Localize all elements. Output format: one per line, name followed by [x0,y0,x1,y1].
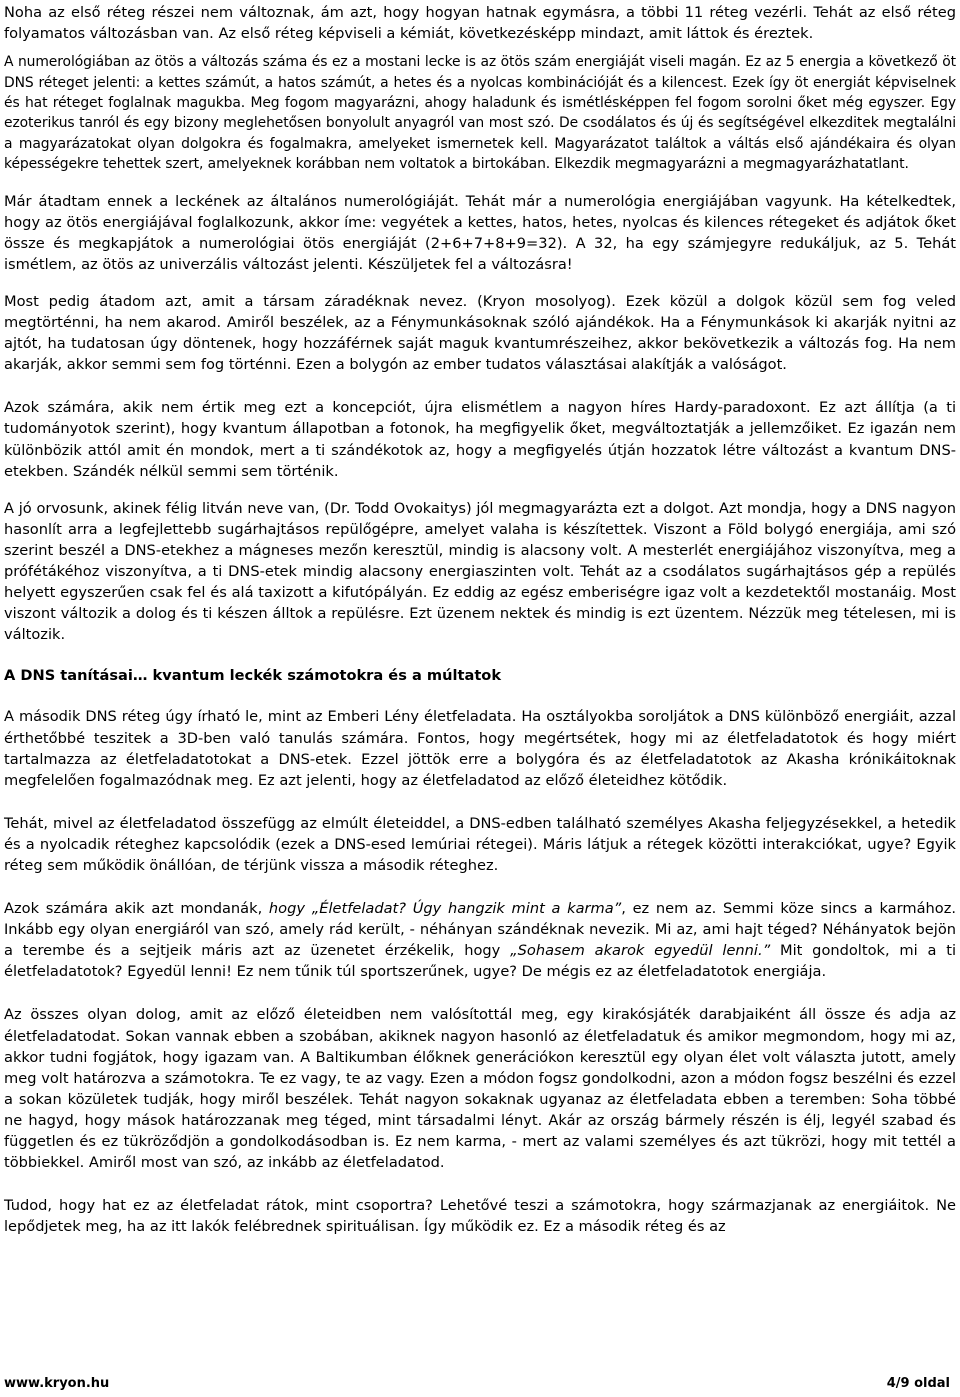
footer-url[interactable]: www.kryon.hu [4,1376,110,1391]
document-body [4,2,956,1237]
section-heading: A DNS tanításai… kvantum leckék számotokra és a múltatok [4,667,502,685]
paragraph: Tudod, hogy hat ez az életfeladat rátok, mint csoportra? Lehetővé teszi a számotokra, hogy származjanak az energiáitok. Ne lepődjetek meg, ha az itt lakók felébrednek spirituálisan. Így működik ez. Ez a második réteg és az [4,1197,956,1236]
italic-quote: hogy „Életfeladat? Úgy hangzik mint a karma” [268,900,622,918]
paragraph [4,898,956,982]
paragraph: Már átadtam ennek a leckének az általános numerológiáját. Tehát már a numerológia energiájában vagyunk. Ha kételkedtek, hogy az ötös energiájával foglalkozunk, akkor íme: vegyétek a kettes, hatos, hetes, nyolcas és kilences rétegeket és adjátok őket össze és megkapjátok a numerológiai ötös energiáját (2+6+7+8+9=32). A 32, ha egy számjegyre redukáljuk, az 5. Tehát ismétlem, az ötös az univerzális változást jelenti. Készüljetek fel a változásra! [4,192,956,273]
paragraph-text: , ez nem az. Semmi köze sincs a karmához. Inkább egy olyan energiáról van szó, amely rád került, - néhányan szándéknak nevezik. Mi az, ami hajt téged? Néhányatok bejön a terembe és a sejtjeik máris azt az üzenetet érzékelik, hogy [4,900,956,960]
paragraph: Tehát, mivel az életfeladatod összefügg az elmúlt életeiddel, a DNS-edben található személyes Akasha feljegyzésekkel, a hetedik és a nyolcadik réteghez kapcsolódik (ezek a DNS-esed lemúriai rétegei). Máris látjuk a rétegek közötti interakciókat, ugye? Egyik réteg sem működik önállóan, de térjünk vissza a második réteghez. [4,814,956,874]
paragraph-text: Egy ezoterikus tanról és egy bizony meglehetősen bonyolult anyagról van most szó. De csodálatos és új és segítségével elkezditek megtalálni a magyarázatokat olyan dolgokra és fogalmakra, amelyeket ismernetek kell. Magyarázatot találtok a váltás első ajándékaira és olyan képességekre tehettek szert, amelyeknek korábban nem voltatok a birtokában. Elkezdik megmagyarázni a megmagyarázhatatlant. [4,95,956,173]
paragraph: Noha az első réteg részei nem változnak, ám azt, hogy hogyan hatnak egymásra, a többi 11 réteg vezérli. Tehát az első réteg folyamatos változásban van. Az első réteg képviseli a kémiát, következésképp mindazt, amit láttok és éreztek. [4,4,956,43]
paragraph: Most pedig átadom azt, amit a társam záradéknak nevez. (Kryon mosolyog). Ezek közül a dolgok közül sem fog veled megtörténni, ha nem akarod. Amiről beszélek, az a Fénymunkásoknak szóló ajándékok. Ha a Fénymunkások ki akarják nyitni az ajtót, ha tudatosan úgy döntenek, hogy hozzáférnek saját maguk kvantumrészeihez, akkor bekövetkezik a változás fog. Ha nem akarják, akkor semmi sem fog történni. Ezen a bolygón az ember tudatos választásai alakítják a valóságot. [4,293,956,374]
paragraph-text: Ez az 5 energia a következő öt DNS réteget jelenti: a kettes számút, a hatos számút, a hetes és a nyolcas kombinációját és a kilencest. Ezek így öt energiát képviselnek és hat réteget foglalnak magukba. Meg fogom magyarázni, ahogy haladunk és ismétlésképpen fel fogom sorolni őket még egyszer. [4,54,956,111]
paragraph: Azok számára, akik nem értik meg ezt a koncepciót, újra elismétlem a nagyon híres Hardy-paradoxont. Ez azt állítja (a ti tudományotok szerint), hogy kvantum állapotban a fotonok, ha megfigyelik őket, megváltoztatják a jellemzőiket. Ez igazán nem különbözik attól amit én mondok, mert a ti szándékotok az, hogy a megfigyelés útján hozzatok létre változást a kvantum DNS-etekben. Szándék nélkül semmi sem történik. [4,399,956,480]
paragraph-text: A numerológiában az ötös a változás száma és ez a mostani lecke is az ötös szám energiáját viseli magán. [4,54,741,71]
paragraph: A jó orvosunk, akinek félig litván neve van, (Dr. Todd Ovokaitys) jól megmagyarázta ezt a dolgot. Azt mondja, hogy a DNS nagyon hasonlít arra a legfejlettebb sugárhajtásos repülőgépre, amelyet valaha is készítettek. Viszont a Föld bolygó energiája, ami szó szerint beszél a DNS-etekhez a mágneses mezőn keresztül, mindig is alacsony volt. A mesterlét energiájához viszonyítva, meg a prófétákéhoz viszonyítva, a ti DNS-etek mindig alacsony energiaszinten volt. Tehát az a csodálatos sugárhajtásos gép a repülés helyett egyszerűen csak fel és alá taxizott a kifutópályán. Ez eddig az egész emberiségre igaz volt a kezdetektől mostanáig. Most viszont változik a dolog és ti készen álltok a repülésre. Ezt üzenem nektek és mindig is ezt üzentem. Nézzük meg tételesen, mi is változik. [4,499,956,644]
paragraph-text: Azok számára akik azt mondanák, [4,900,269,918]
page-number: 4/9 oldal [886,1376,950,1391]
paragraph-text: Mit gondoltok, mi a ti életfeladatotok? Egyedül lenni! Ez nem tűnik túl sportszerűnek, ugye? De mégis ez az életfeladatotok energiája. [4,942,957,981]
paragraph: A második DNS réteg úgy írható le, mint az Emberi Lény életfeladata. Ha osztályokba soroljátok a DNS különböző energiáit, azzal érthetőbbé teszitek a 3D-ben való tanulás számára. Fontos, hogy megértsétek, hogy mi az életfeladatotok és hogy miért tartalmazza az életfeladatotokat a DNS-etek. Ezzel jöttök erre a bolygóra és az életfeladatotok az Akasha krónikáitoknak megfelelően fogalmazódnak meg. Ez azt jelenti, hogy az életfeladatod az előző életeidhez kötődik. [4,708,956,789]
italic-quote: „Sohasem akarok egyedül lenni.” [510,942,771,960]
paragraph: Az összes olyan dolog, amit az előző életeidben nem valósítottál meg, egy kirakósjáték darabjaiként áll össze és adja az életfeladatodat. Sokan vannak ebben a szobában, akiknek nagyon hasonló az életfeladatuk és amikor megmondom, hogy mi az, akkor tudni fogjátok, hogy igazam van. A Baltikumban élőknek generációkon keresztül egy olyan élet volt választa jutott, amely meg volt határozva a számotokra. Te ez vagy, te az vagy. Ezen a módon fogsz gondolkodni, azon a módon fogsz beszélni és ezzel a sokan közületek tudják, hogy miről beszélek. Tehát nagyon sokaknak ugyanaz az életfeladata ebben a teremben: Soha többé ne hagyd, hogy mások határozzanak meg téged, mint társadalmi lényt. Akár az ország bármely részén is élj, legyél szabad és független és ez tükröződjön a gondolkodásodban is. Ez nem karma, - mert az valami személyes és azt tükrözi, hogy mit tettél a többiekkel. Amiről most van szó, az inkább az életfeladatod. [4,1006,956,1172]
paragraph [4,52,956,174]
